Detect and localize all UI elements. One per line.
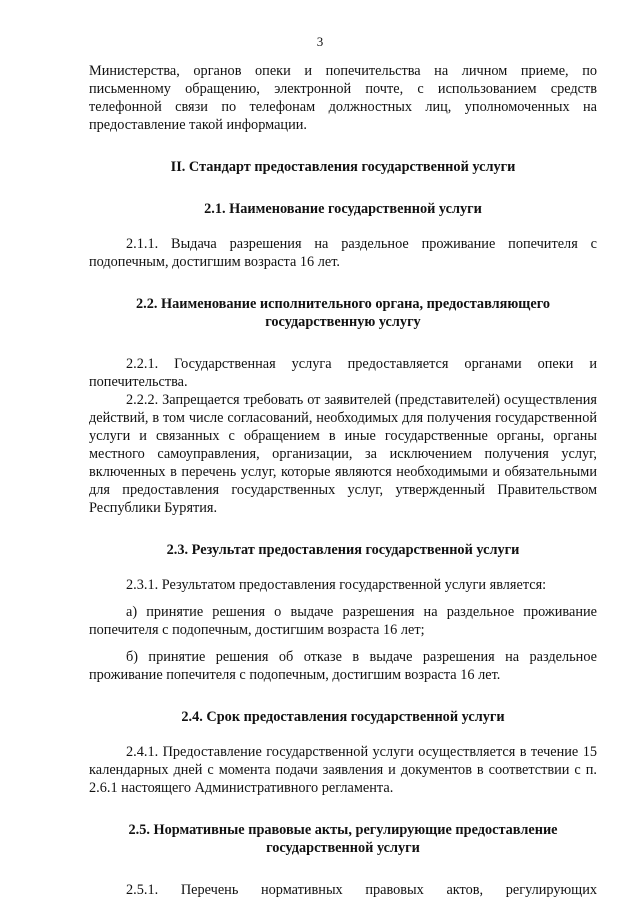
- page-number: 3: [316, 34, 324, 49]
- paragraph-2-3-1: 2.3.1. Результатом предоставления государственной услуги является:: [126, 577, 547, 593]
- paragraph-2-3-a: а) принятие решения о выдаче разрешения на раздельное проживание попечителя с подопечным, достигшим возраста 16 лет;: [89, 604, 597, 638]
- section-2-2-title: 2.2. Наименование исполнительного органа, предоставляющего государственную услугу: [136, 296, 550, 330]
- section-2-3-title: 2.3. Результат предоставления государственной услуги: [166, 542, 520, 558]
- page-content: [89, 62, 597, 899]
- section-2-4-title: 2.4. Срок предоставления государственной услуги: [181, 709, 505, 725]
- section-2-1-title: 2.1. Наименование государственной услуги: [204, 201, 482, 217]
- paragraph-2-2-2: 2.2.2. Запрещается требовать от заявителей (представителей) осуществления действий, в том числе согласований, необходимых для получения государственной услуги и связанных с обращением в иные государственные органы, органы местного самоуправления, организации, за исключением получения услуг, включенных в перечень услуг, которые являются необходимыми и обязательными для предоставления государственных услуг, утвержденный Правительством Республики Бурятия.: [89, 392, 597, 516]
- paragraph-2-4-1: 2.4.1. Предоставление государственной услуги осуществляется в течение 15 календарных дней с момента подачи заявления и документов в соответствии с п. 2.6.1 настоящего Административного регламента.: [89, 744, 597, 796]
- intro-paragraph: Министерства, органов опеки и попечительства на личном приеме, по письменному обращению, электронной почте, с использованием средств телефонной связи по телефонам должностных лиц, уполномоченных на предоставление такой информации.: [89, 63, 597, 133]
- paragraph-2-5-1: 2.5.1. Перечень нормативных правовых актов, регулирующих: [126, 882, 597, 898]
- section-2-5-title: 2.5. Нормативные правовые акты, регулирующие предоставление государственной услуги: [128, 822, 558, 856]
- paragraph-2-2-1: 2.2.1. Государственная услуга предоставляется органами опеки и попечительства.: [89, 356, 597, 390]
- paragraph-2-1-1: 2.1.1. Выдача разрешения на раздельное проживание попечителя с подопечным, достигшим возраста 16 лет.: [89, 236, 597, 270]
- paragraph-2-3-b: б) принятие решения об отказе в выдаче разрешения на раздельное проживание попечителя с подопечным, достигшим возраста 16 лет.: [89, 649, 597, 683]
- section-ii-title: II. Стандарт предоставления государственной услуги: [170, 159, 516, 175]
